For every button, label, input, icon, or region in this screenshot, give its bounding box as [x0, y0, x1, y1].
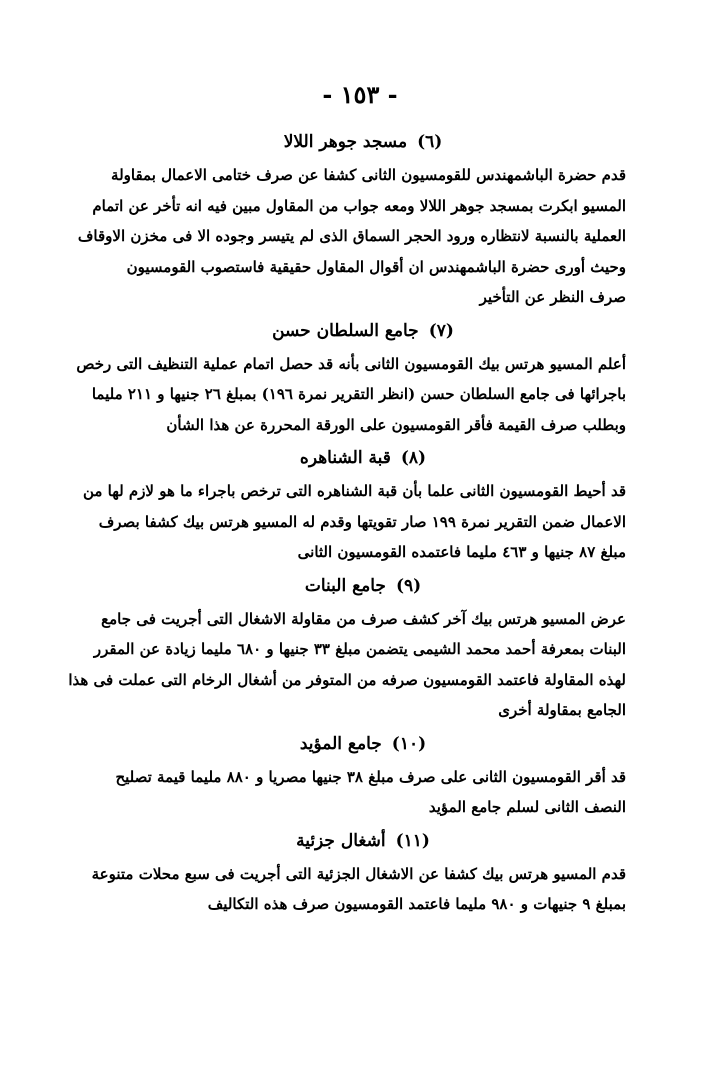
section-paragraph	[82, 476, 626, 568]
section-heading	[100, 827, 626, 855]
paragraph-line: قدم المسيو هرتس بيك كشفا عن الاشغال الجزئية التى أجريت فى سبع محلات متنوعة	[91, 864, 626, 883]
section-10	[100, 730, 626, 823]
section-title: مسجد جوهر اللالا	[283, 132, 408, 152]
paragraph-line: البنات بمعرفة أحمد محمد الشيمى يتضمن مبلغ ٣٣ جنيها و ٦٨٠ مليما زيادة عن المقرر	[93, 640, 626, 658]
section-7	[76, 317, 626, 441]
paragraph-line: الجامع بمقاولة أخرى	[498, 701, 626, 719]
section-heading	[100, 444, 626, 472]
section-number: (٦)	[417, 132, 443, 152]
section-heading	[100, 317, 626, 345]
section-paragraph	[100, 762, 626, 823]
section-paragraph	[91, 859, 626, 920]
page-number: - ١٥٣ -	[322, 80, 398, 109]
paragraph-line: المسيو ابكرت بمسجد جوهر اللالا ومعه جواب من المقاول مبين فيه انه تأخر عن اتمام	[92, 196, 626, 215]
section-number: (١٠)	[391, 733, 427, 754]
section-title: جامع السلطان حسن	[272, 320, 419, 341]
section-paragraph	[77, 160, 626, 313]
paragraph-line: النصف الثانى لسلم جامع المؤيد	[428, 798, 626, 816]
paragraph-line: وحيث أورى حضرة الباشمهندس ان أقوال المقاول حقيقية فاستصوب القومسيون	[126, 257, 626, 276]
section-number: (٧)	[428, 320, 454, 341]
paragraph-line: عرض المسيو هرتس بيك آخر كشف صرف من مقاولة الاشغال التى أجريت فى جامع	[101, 609, 626, 628]
section-number: (٨)	[400, 448, 427, 468]
section-paragraph	[76, 349, 626, 441]
section-heading	[100, 572, 626, 600]
section-number: (٩)	[395, 575, 422, 596]
paragraph-line: العملية بالنسبة لانتظاره ورود الحجر السماق الذى لم يتيسر وجوده الا فى مخزن الاوقاف	[77, 227, 626, 245]
paragraph-line: أعلم المسيو هرتس بيك القومسيون الثانى بأنه قد حصل اتمام عملية التنظيف التى رخص	[76, 354, 626, 373]
section-heading	[100, 128, 626, 156]
paragraph-line: مبلغ ٨٧ جنيها و ٤٦٣ مليما فاعتمده القومسيون الثانى	[297, 543, 626, 561]
section-number: (١١)	[395, 830, 430, 851]
section-6	[77, 128, 626, 313]
paragraph-line: قدم حضرة الباشمهندس للقومسيون الثانى كشفا عن صرف ختامى الاعمال بمقاولة	[111, 166, 626, 184]
paragraph-line: وبطلب صرف القيمة فأقر القومسيون على الورقة المحررة عن هذا الشأن	[166, 415, 626, 434]
section-8	[82, 444, 626, 568]
section-title: جامع البنات	[304, 575, 386, 596]
paragraph-line: قد أحيط القومسيون الثانى علما بأن قبة الشناهره التى ترخص باجراء ما هو لازم لها من	[82, 482, 626, 500]
section-9	[68, 572, 626, 726]
section-paragraph	[68, 604, 626, 726]
section-title: أشغال جزئية	[296, 830, 386, 851]
paragraph-line: باجرائها فى جامع السلطان حسن (انظر التقرير نمرة ١٩٦) بمبلغ ٢٦ جنيها و ٢١١ مليما	[91, 385, 626, 403]
paragraph-line: الاعمال ضمن التقرير نمرة ١٩٩ صار تقويتها وقدم له المسيو هرتس بيك كشفا بصرف	[98, 512, 626, 531]
section-title: قبة الشناهره	[299, 448, 391, 468]
section-11	[91, 827, 626, 920]
paragraph-line: قد أقر القومسيون الثانى على صرف مبلغ ٣٨ جنيها مصريا و ٨٨٠ مليما قيمة تصليح	[115, 767, 626, 786]
paragraph-line: لهذه المقاولة فاعتمد القومسيون صرفه من المتوفر من أشغال الرخام التى عملت فى هذا	[68, 670, 626, 689]
section-heading	[100, 730, 626, 758]
paragraph-line: صرف النظر عن التأخير	[479, 288, 626, 306]
document-body	[68, 124, 626, 920]
section-title: جامع المؤيد	[299, 733, 382, 754]
paragraph-line: بمبلغ ٩ جنيهات و ٩٨٠ مليما فاعتمد القومسيون صرف هذه التكاليف	[207, 895, 626, 913]
